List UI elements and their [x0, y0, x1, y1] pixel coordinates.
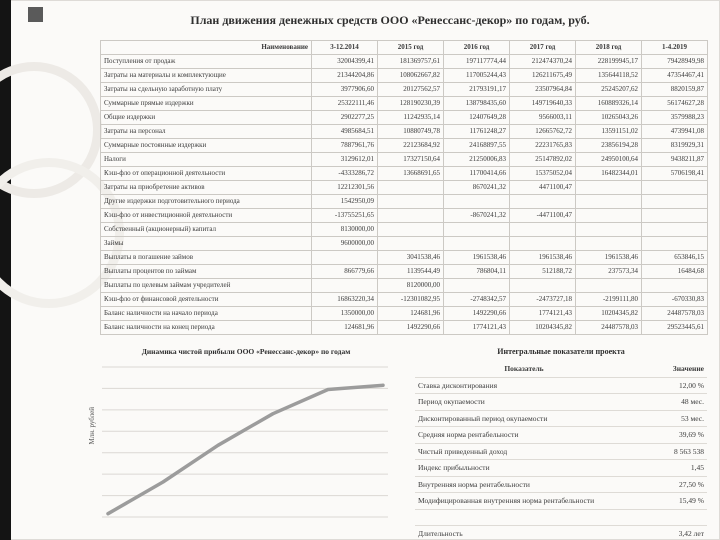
row-label: Кэш-фло от инвестиционной деятельности — [101, 209, 312, 223]
chart-y-axis-label: Млн. рублей — [88, 407, 96, 445]
cell-value — [576, 209, 642, 223]
cell-value: 47354467,41 — [642, 69, 708, 83]
row-label: Выплаты по целевым займам учредителей — [101, 279, 312, 293]
cell-value — [444, 237, 510, 251]
indicator-label: Модифицированная внутренняя норма рентабельности — [415, 493, 633, 510]
indicator-row — [415, 509, 707, 526]
cell-value — [378, 181, 444, 195]
row-label: Налоги — [101, 153, 312, 167]
table-row — [101, 237, 708, 251]
cell-value: -2473727,18 — [510, 293, 576, 307]
table-row — [101, 307, 708, 321]
table-row — [101, 223, 708, 237]
cell-value: 23507964,84 — [510, 83, 576, 97]
cell-value: 8130000,00 — [312, 223, 378, 237]
cell-value — [378, 195, 444, 209]
cell-value: 117005244,43 — [444, 69, 510, 83]
cell-value: 12212301,56 — [312, 181, 378, 195]
table-row — [101, 111, 708, 125]
indicator-label: Ставка дисконтирования — [415, 377, 633, 394]
cell-value — [576, 181, 642, 195]
row-label: Кэш-фло от операционной деятельности — [101, 167, 312, 181]
cell-value: 8319929,31 — [642, 139, 708, 153]
cell-value: 17327150,64 — [378, 153, 444, 167]
cell-value: 124681,96 — [378, 307, 444, 321]
cell-value: 5706198,41 — [642, 167, 708, 181]
net-profit-chart-block — [86, 347, 390, 531]
cell-value: 653846,15 — [642, 251, 708, 265]
indicator-value: 8 563 538 — [633, 443, 707, 460]
row-label: Выплаты процентов по займам — [101, 265, 312, 279]
cell-value: 11761248,27 — [444, 125, 510, 139]
column-header-period: 2017 год — [510, 41, 576, 55]
cell-value: 4471100,47 — [510, 181, 576, 195]
cell-value: 7887961,76 — [312, 139, 378, 153]
cell-value: 29523445,61 — [642, 321, 708, 335]
cell-value: 10880749,78 — [378, 125, 444, 139]
cell-value: 1542950,09 — [312, 195, 378, 209]
cell-value — [576, 195, 642, 209]
cell-value: 197117774,44 — [444, 55, 510, 69]
net-profit-line — [108, 385, 383, 513]
table-row — [101, 209, 708, 223]
cell-value: 10204345,82 — [510, 321, 576, 335]
cell-value: 21250006,83 — [444, 153, 510, 167]
cell-value: 15375052,04 — [510, 167, 576, 181]
cell-value: 23856194,28 — [576, 139, 642, 153]
table-row — [101, 251, 708, 265]
cell-value: 181369757,61 — [378, 55, 444, 69]
row-label: Поступления от продаж — [101, 55, 312, 69]
cell-value — [576, 223, 642, 237]
indicator-label: Чистый приведенный доход — [415, 443, 633, 460]
indicators-table-body — [415, 377, 707, 540]
cell-value: 20127562,57 — [378, 83, 444, 97]
indicator-value: 39,69 % — [633, 427, 707, 444]
row-label: Кэш-фло от финансовой деятельности — [101, 293, 312, 307]
table-row — [101, 293, 708, 307]
slide-title: План движения денежных средств ООО «Ренессанс-декор» по годам, руб. — [190, 13, 590, 27]
cell-value: -13755251,65 — [312, 209, 378, 223]
cell-value: 128190230,39 — [378, 97, 444, 111]
indicator-value: 15,49 % — [633, 493, 707, 510]
row-label: Баланс наличности на начало периода — [101, 307, 312, 321]
cell-value: 21793191,17 — [444, 83, 510, 97]
row-label: Суммарные прямые издержки — [101, 97, 312, 111]
cell-value: 512188,72 — [510, 265, 576, 279]
cell-value: 8820159,87 — [642, 83, 708, 97]
cell-value — [510, 279, 576, 293]
indicator-value: 53 мес. — [633, 410, 707, 427]
cell-value: 25322111,46 — [312, 97, 378, 111]
cell-value: 4739941,08 — [642, 125, 708, 139]
cell-value — [510, 195, 576, 209]
cell-value: 13591151,02 — [576, 125, 642, 139]
cell-value: 9438211,87 — [642, 153, 708, 167]
chart-title: Динамика чистой прибыли ООО «Ренессанс-декор» по годам — [141, 347, 351, 356]
cell-value: 24950100,64 — [576, 153, 642, 167]
cell-value: 21344204,86 — [312, 69, 378, 83]
cell-value: 24487578,03 — [642, 307, 708, 321]
cell-value: 1492290,66 — [444, 307, 510, 321]
cell-value: 32004399,41 — [312, 55, 378, 69]
cell-value — [378, 237, 444, 251]
cell-value — [444, 195, 510, 209]
cell-value: 25245207,62 — [576, 83, 642, 97]
cell-value — [642, 237, 708, 251]
cell-value: 149719640,33 — [510, 97, 576, 111]
column-header-period: 2016 год — [444, 41, 510, 55]
column-header-name: Наименование — [101, 41, 312, 55]
indicator-row — [415, 493, 707, 510]
cell-value: 124681,96 — [312, 321, 378, 335]
cell-value: 1961538,46 — [576, 251, 642, 265]
table-row — [101, 97, 708, 111]
cell-value: 16482344,01 — [576, 167, 642, 181]
cashflow-table-body — [101, 55, 708, 335]
column-header-period: 1-4.2019 — [642, 41, 708, 55]
cell-value: 1139544,49 — [378, 265, 444, 279]
cell-value: 160889326,14 — [576, 97, 642, 111]
cell-value: -2748342,57 — [444, 293, 510, 307]
indicator-value: 1,45 — [633, 460, 707, 477]
cell-value: 24168897,55 — [444, 139, 510, 153]
indicators-title: Интегральные показатели проекта — [497, 347, 625, 356]
cell-value: 786804,11 — [444, 265, 510, 279]
table-row — [101, 125, 708, 139]
cell-value: -2199111,80 — [576, 293, 642, 307]
cell-value: -8670241,32 — [444, 209, 510, 223]
indicator-row — [415, 394, 707, 411]
column-header-period: 2018 год — [576, 41, 642, 55]
cell-value: 3977906,60 — [312, 83, 378, 97]
net-profit-line-chart — [102, 361, 388, 525]
cell-value: -4333286,72 — [312, 167, 378, 181]
cell-value: 12665762,72 — [510, 125, 576, 139]
cell-value: -12301082,95 — [378, 293, 444, 307]
row-label: Займы — [101, 237, 312, 251]
indicators-header-row — [415, 361, 707, 377]
indicator-label: Дисконтированный период окупаемости — [415, 410, 633, 427]
row-label: Общие издержки — [101, 111, 312, 125]
cell-value: 79428949,98 — [642, 55, 708, 69]
indicator-value: 3,42 лет — [633, 526, 707, 540]
cell-value: -4471100,47 — [510, 209, 576, 223]
indicator-value: 12,00 % — [633, 377, 707, 394]
table-row — [101, 195, 708, 209]
indicator-label: Длительность — [415, 526, 633, 540]
indicator-row — [415, 377, 707, 394]
cell-value: -670330,83 — [642, 293, 708, 307]
cell-value — [510, 237, 576, 251]
cell-value: 1774121,43 — [444, 321, 510, 335]
cell-value: 12407649,28 — [444, 111, 510, 125]
indicator-row — [415, 526, 707, 540]
column-header-period: 2015 год — [378, 41, 444, 55]
indicator-value: 48 мес. — [633, 394, 707, 411]
cell-value: 138798435,60 — [444, 97, 510, 111]
cell-value: 1961538,46 — [510, 251, 576, 265]
cell-value — [642, 279, 708, 293]
table-row — [101, 139, 708, 153]
cell-value: 25147892,02 — [510, 153, 576, 167]
cashflow-table — [100, 40, 708, 335]
cell-value: 16484,68 — [642, 265, 708, 279]
cell-value — [312, 251, 378, 265]
indicator-label: Период окупаемости — [415, 394, 633, 411]
cell-value: 8120000,00 — [378, 279, 444, 293]
cell-value: 866779,66 — [312, 265, 378, 279]
cell-value: 11700414,66 — [444, 167, 510, 181]
cell-value — [642, 181, 708, 195]
cell-value — [642, 195, 708, 209]
cell-value: 8670241,32 — [444, 181, 510, 195]
cell-value: 135644118,52 — [576, 69, 642, 83]
indicator-value: 27,50 % — [633, 476, 707, 493]
table-row — [101, 279, 708, 293]
row-label: Другие издержки подготовительного периода — [101, 195, 312, 209]
table-row — [101, 55, 708, 69]
indicators-table — [415, 361, 707, 540]
cell-value: 9600000,00 — [312, 237, 378, 251]
table-row — [101, 167, 708, 181]
cell-value — [576, 279, 642, 293]
column-header-period: 3-12.2014 — [312, 41, 378, 55]
table-row — [101, 321, 708, 335]
cashflow-header-row — [101, 41, 708, 55]
cell-value — [576, 237, 642, 251]
cell-value: 10204345,82 — [576, 307, 642, 321]
cell-value — [378, 209, 444, 223]
row-label: Затраты на сдельную заработную плату — [101, 83, 312, 97]
decorative-square — [28, 7, 43, 22]
cell-value — [642, 223, 708, 237]
cell-value: 1350000,00 — [312, 307, 378, 321]
cell-value — [510, 223, 576, 237]
cell-value: 56174627,28 — [642, 97, 708, 111]
table-row — [101, 83, 708, 97]
cell-value — [642, 209, 708, 223]
cell-value: 237573,34 — [576, 265, 642, 279]
cell-value: 24487578,03 — [576, 321, 642, 335]
project-indicators-block — [415, 347, 707, 540]
cell-value: 16863220,34 — [312, 293, 378, 307]
cell-value: 3041538,46 — [378, 251, 444, 265]
cell-value: 126211675,49 — [510, 69, 576, 83]
indicator-row — [415, 410, 707, 427]
cell-value: 1961538,46 — [444, 251, 510, 265]
indicator-label — [415, 509, 633, 526]
row-label: Суммарные постоянные издержки — [101, 139, 312, 153]
indicator-label: Индекс прибыльности — [415, 460, 633, 477]
indicator-row — [415, 427, 707, 444]
cell-value: 108062667,82 — [378, 69, 444, 83]
indicator-value — [633, 509, 707, 526]
cell-value: 4985684,51 — [312, 125, 378, 139]
cell-value: 228199945,17 — [576, 55, 642, 69]
cell-value — [444, 279, 510, 293]
indicator-label: Средняя норма рентабельности — [415, 427, 633, 444]
indicator-row — [415, 460, 707, 477]
cell-value: 9566003,11 — [510, 111, 576, 125]
cell-value: 22231765,83 — [510, 139, 576, 153]
row-label: Баланс наличности на конец периода — [101, 321, 312, 335]
cell-value: 3129612,01 — [312, 153, 378, 167]
table-row — [101, 181, 708, 195]
table-row — [101, 153, 708, 167]
table-row — [101, 265, 708, 279]
row-label: Выплаты в погашение займов — [101, 251, 312, 265]
cell-value: 212474370,24 — [510, 55, 576, 69]
row-label: Затраты на материалы и комплектующие — [101, 69, 312, 83]
cell-value — [312, 279, 378, 293]
row-label: Затраты на персонал — [101, 125, 312, 139]
cell-value: 1492290,66 — [378, 321, 444, 335]
cell-value: 3579988,23 — [642, 111, 708, 125]
cell-value: 13668691,65 — [378, 167, 444, 181]
cell-value: 2902277,25 — [312, 111, 378, 125]
cell-value: 1774121,43 — [510, 307, 576, 321]
row-label: Затраты на приобретение активов — [101, 181, 312, 195]
table-row — [101, 69, 708, 83]
indicator-row — [415, 443, 707, 460]
indicator-column-header: Показатель — [415, 361, 633, 377]
cell-value — [444, 223, 510, 237]
indicator-label: Внутренняя норма рентабельности — [415, 476, 633, 493]
indicator-row — [415, 476, 707, 493]
cell-value — [378, 223, 444, 237]
cell-value: 22123684,92 — [378, 139, 444, 153]
cell-value: 10265043,26 — [576, 111, 642, 125]
cell-value: 11242935,14 — [378, 111, 444, 125]
row-label: Собственный (акционерный) капитал — [101, 223, 312, 237]
value-column-header: Значение — [633, 361, 707, 377]
